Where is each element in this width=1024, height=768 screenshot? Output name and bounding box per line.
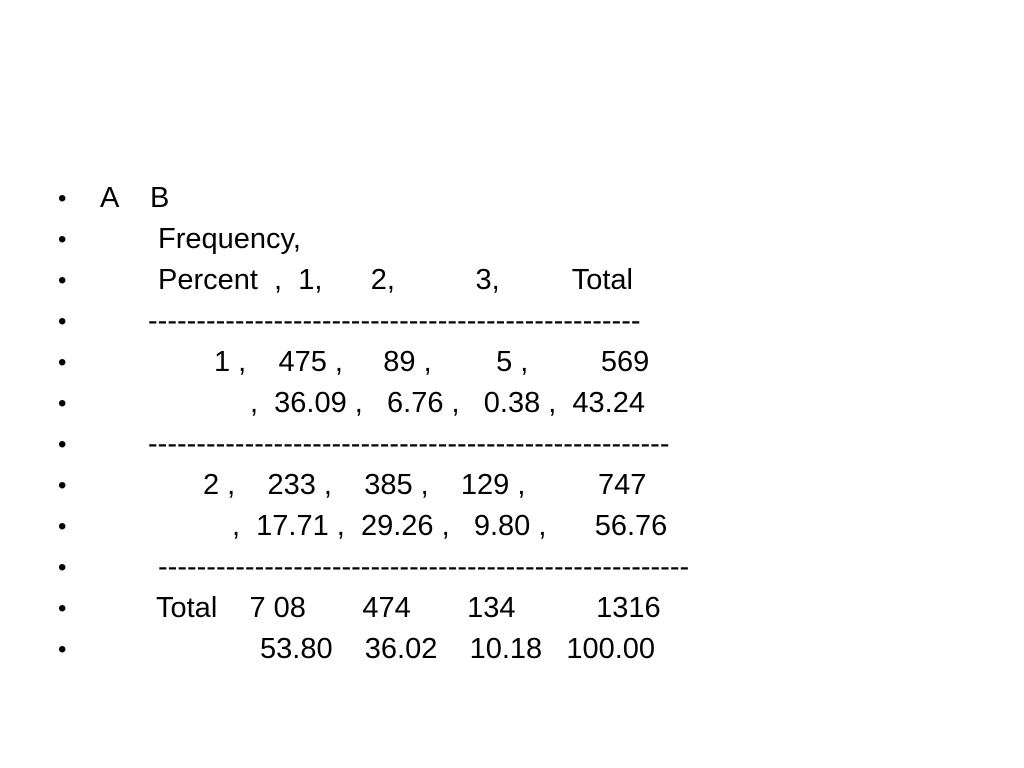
bullet-list [58,178,690,670]
bullet-line-separator-3 [58,547,690,588]
bullet-marker: • [58,226,67,253]
separator-line: ------------------------------------------------------ [148,428,670,460]
bullet-marker: • [58,308,67,335]
bullet-line-row1-frequency [58,342,650,383]
bullet-line-row2-percent [58,506,668,547]
bullet-line-row2-frequency [58,465,647,506]
separator-line: ------------------------------------------------------- [158,551,690,583]
bullet-line-total-frequency [58,588,661,629]
line-text: 1 , 475 , 89 , 5 , 569 [214,346,650,378]
line-text: A B [100,182,170,214]
bullet-marker: • [58,554,67,581]
line-text: , 36.09 , 6.76 , 0.38 , 43.24 [250,387,645,419]
bullet-line-separator-2 [58,424,670,465]
line-text: 2 , 233 , 385 , 129 , 747 [203,469,647,501]
bullet-marker: • [58,636,67,663]
separator-line: --------------------------------------------------- [148,305,641,337]
bullet-marker: • [58,185,67,212]
bullet-marker: • [58,431,67,458]
line-text: , 17.71 , 29.26 , 9.80 , 56.76 [232,510,668,542]
bullet-line-total-percent [58,629,656,670]
bullet-line-percent-header [58,260,633,301]
bullet-line-header-ab [58,178,170,219]
bullet-marker: • [58,267,67,294]
bullet-marker: • [58,472,67,499]
bullet-line-row1-percent [58,383,645,424]
bullet-line-frequency [58,219,301,260]
bullet-line-separator-1 [58,301,641,342]
line-text: Frequency, [158,223,301,255]
line-text: Total 7 08 474 134 1316 [156,592,661,624]
bullet-marker: • [58,513,67,540]
bullet-marker: • [58,390,67,417]
line-text: Percent , 1, 2, 3, Total [158,264,633,296]
bullet-marker: • [58,349,67,376]
line-text: 53.80 36.02 10.18 100.00 [260,633,656,665]
bullet-marker: • [58,595,67,622]
